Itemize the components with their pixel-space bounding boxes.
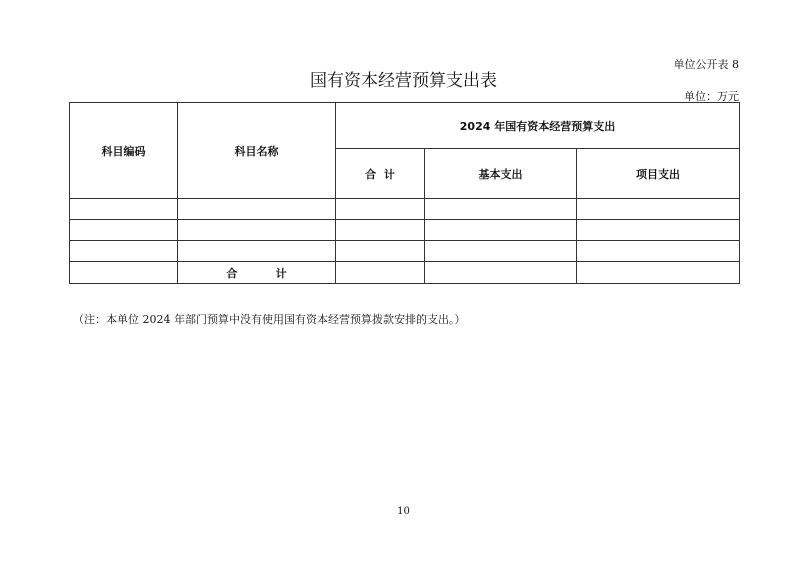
total-project-cell [577, 262, 740, 284]
table-cell [425, 220, 577, 241]
subheader-total: 合 计 [336, 149, 425, 199]
footnote: （注：本单位 2024 年部门预算中没有使用国有资本经营预算拨款安排的支出。） [73, 313, 466, 326]
header-row [70, 103, 740, 149]
page-number: 10 [397, 506, 410, 517]
table-cell [178, 241, 336, 262]
total-basic-cell [425, 262, 577, 284]
page-title: 国有资本经营预算支出表 [310, 71, 497, 91]
header-group: 2024 年国有资本经营预算支出 [336, 103, 740, 149]
header-code: 科目编码 [70, 103, 178, 199]
total-code-cell [70, 262, 178, 284]
table-row [70, 241, 740, 262]
header-name: 科目名称 [178, 103, 336, 199]
budget-table [69, 102, 740, 284]
table-cell [178, 199, 336, 220]
table-cell [577, 220, 740, 241]
table-cell [425, 241, 577, 262]
total-row [70, 262, 740, 284]
total-sum-cell [336, 262, 425, 284]
table-cell [425, 199, 577, 220]
table-row [70, 220, 740, 241]
table-cell [577, 241, 740, 262]
subheader-project: 项目支出 [577, 149, 740, 199]
table-cell [336, 199, 425, 220]
table-cell [336, 241, 425, 262]
form-number: 单位公开表 8 [673, 58, 739, 71]
unit-label: 单位：万元 [684, 90, 739, 103]
table-cell [70, 199, 178, 220]
table-cell [336, 220, 425, 241]
table-row [70, 199, 740, 220]
subheader-basic: 基本支出 [425, 149, 577, 199]
table-cell [178, 220, 336, 241]
table-cell [70, 241, 178, 262]
total-label: 合 计 [178, 262, 336, 284]
table-cell [577, 199, 740, 220]
table-cell [70, 220, 178, 241]
